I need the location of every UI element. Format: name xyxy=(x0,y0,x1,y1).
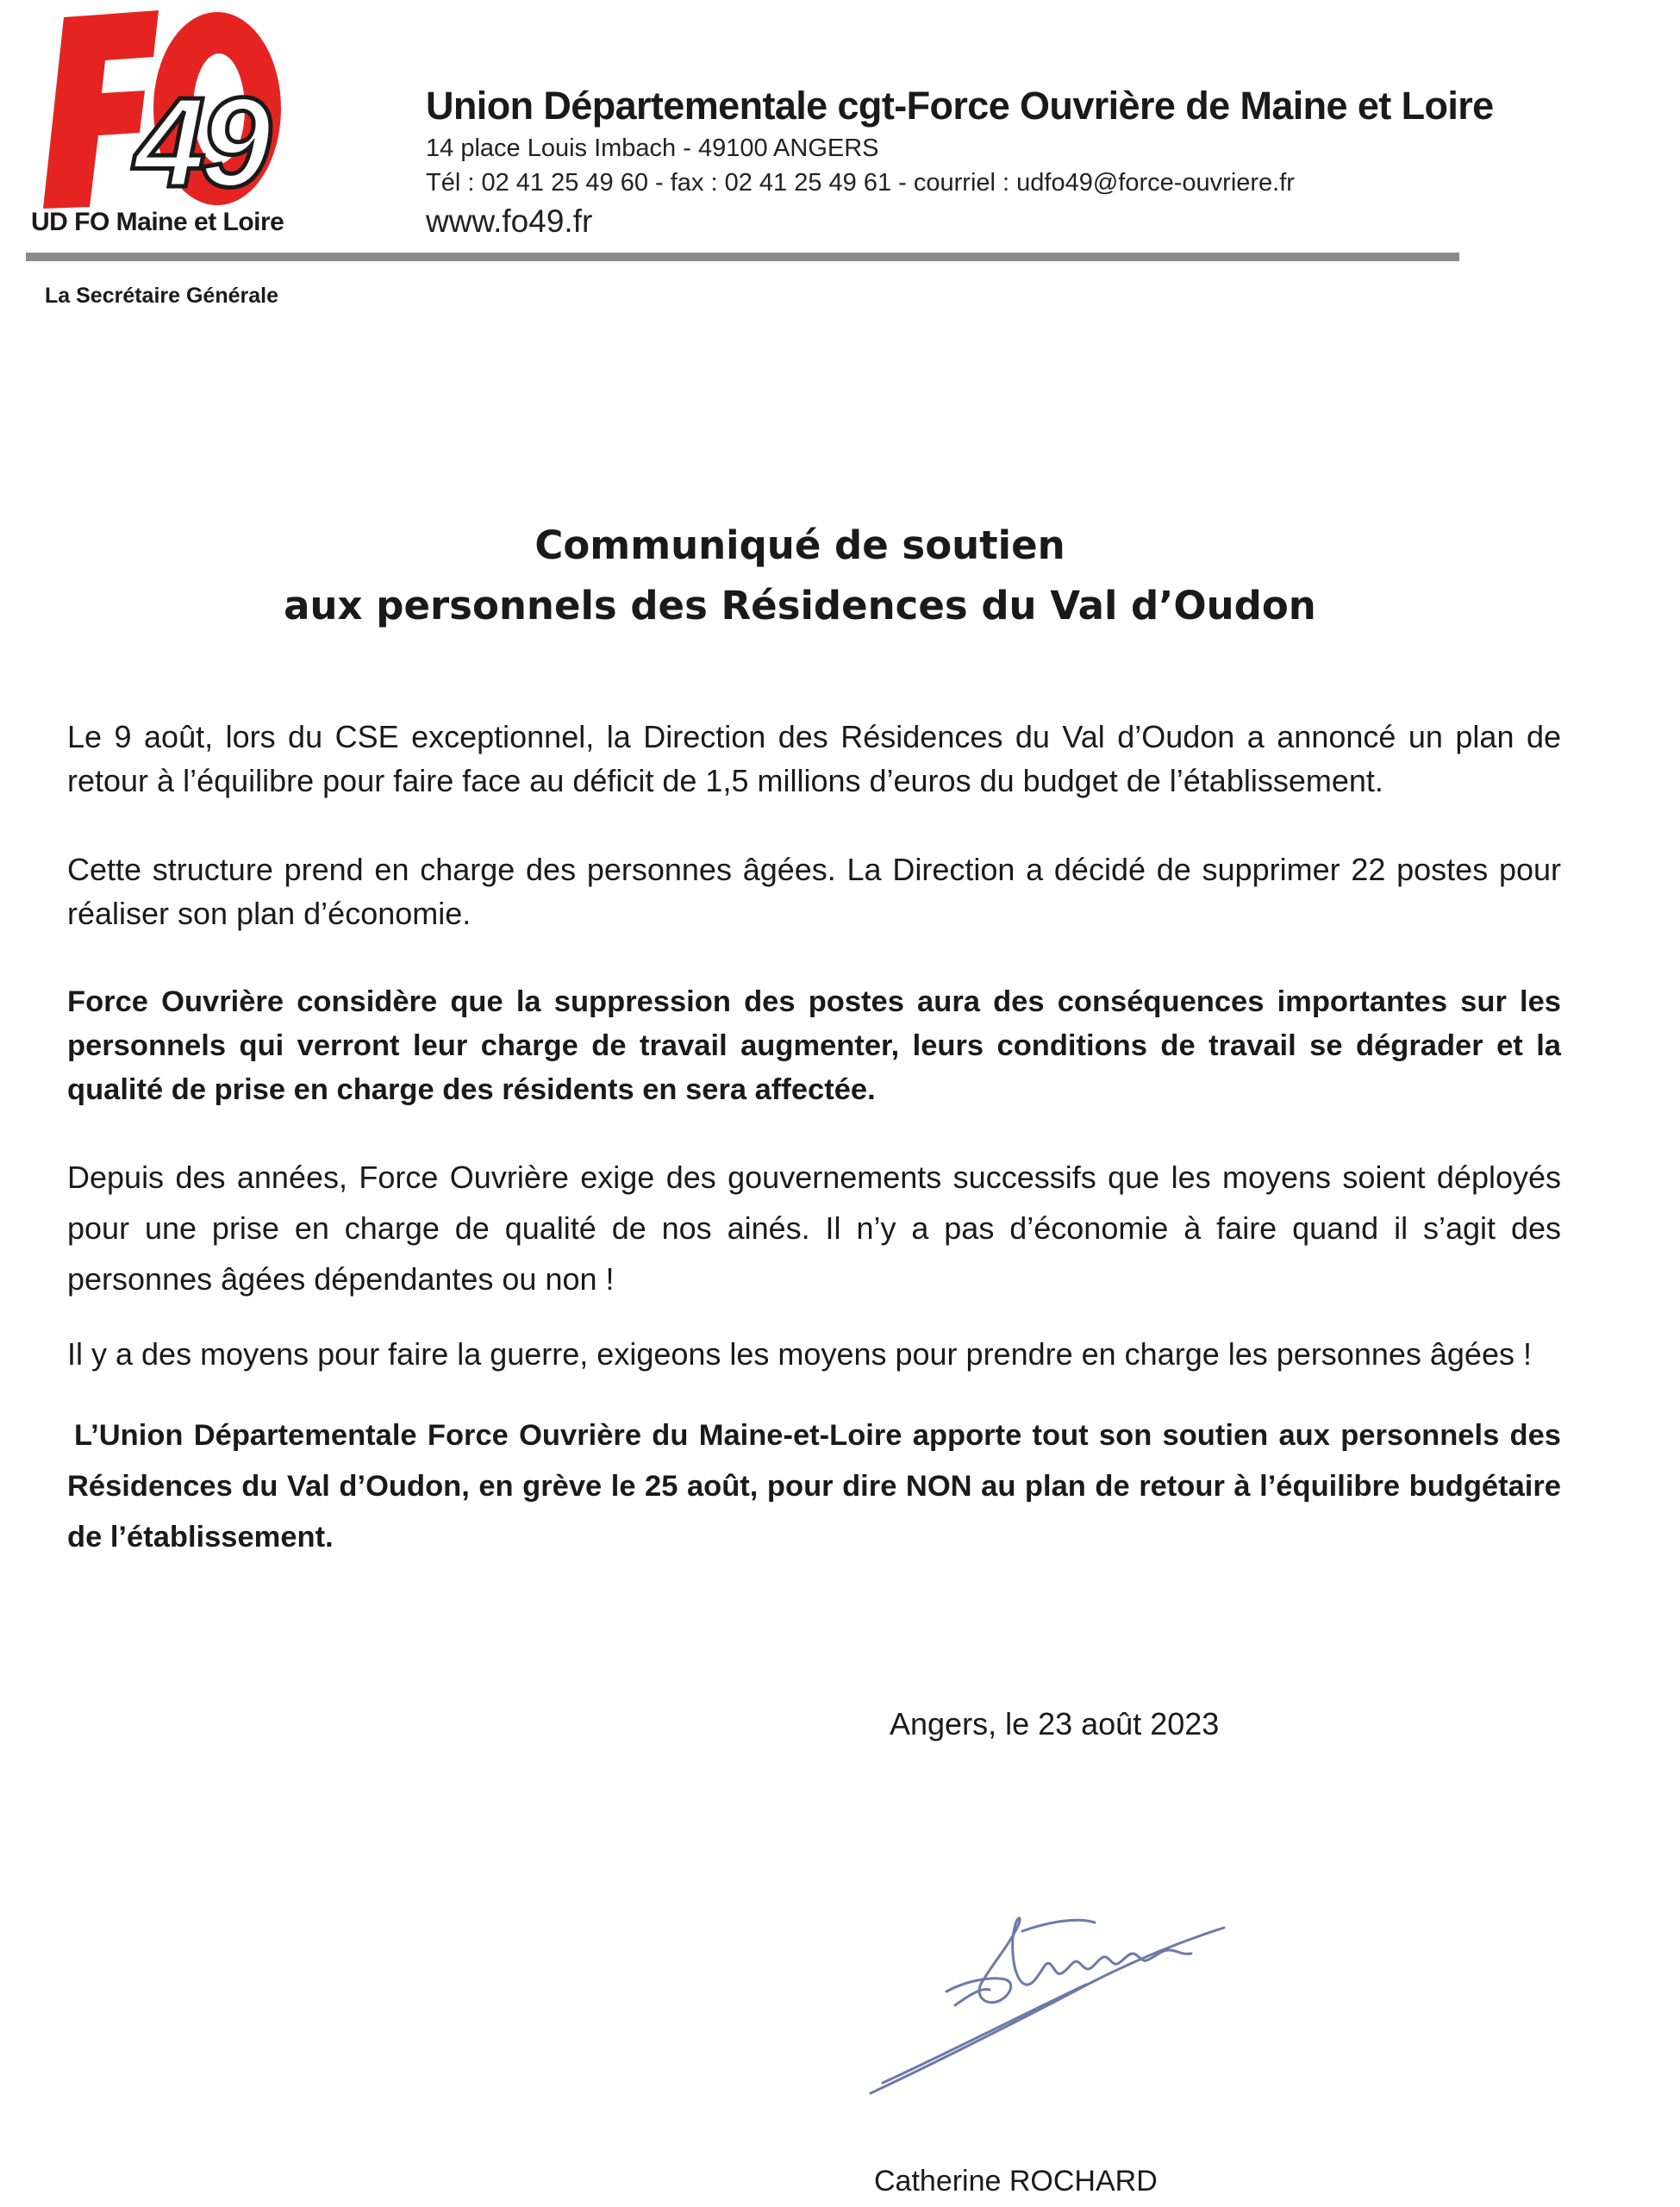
paragraph-6-bold: L’Union Départementale Force Ouvrière du Maine-et-Loire apporte tout son soutien aux personnels des Résidences du Val d’Oudon, en grève le 25 août, pour dire NON au plan de retour à l’équilibre budgétaire de l’établissement. xyxy=(67,1419,1561,1554)
logo-caption: UD FO Maine et Loire xyxy=(31,208,284,236)
paragraph-3-bold: Force Ouvrière considère que la suppression des postes aura des conséquences importantes sur les personnels qui verront leur charge de travail augmenter, leurs conditions de travail se dégrader et la qualité de prise en charge des résidents en sera affectée. xyxy=(67,985,1561,1106)
title-line-2: aux personnels des Résidences du Val d’Oudon xyxy=(284,583,1316,628)
header-divider xyxy=(26,253,1459,261)
signer-name: Catherine ROCHARD xyxy=(874,2165,1158,2198)
document-title xyxy=(0,516,1600,636)
paragraph-1: Le 9 août, lors du CSE exceptionnel, la Direction des Résidences du Val d’Oudon a annoncé un plan de retour à l’équilibre pour faire face au déficit de 1,5 millions d’euros du budget de l’établissement. xyxy=(67,719,1561,798)
title-line-1: Communiqué de soutien xyxy=(534,522,1065,568)
organization-website: www.fo49.fr xyxy=(426,203,593,239)
organization-name: Union Départementale cgt-Force Ouvrière de Maine et Loire xyxy=(426,84,1494,128)
handwritten-signature xyxy=(853,1879,1241,2112)
paragraph-2: Cette structure prend en charge des personnes âgées. La Direction a décidé de supprimer 22 postes pour réaliser son plan d’économie. xyxy=(67,852,1561,931)
svg-text:49: 49 xyxy=(134,72,266,214)
organization-address: 14 place Louis Imbach - 49100 ANGERS xyxy=(426,134,879,162)
organization-contact: Tél : 02 41 25 49 60 - fax : 02 41 25 49 61 - courriel : udfo49@force-ouvriere.fr xyxy=(426,169,1295,197)
paragraph-4: Depuis des années, Force Ouvrière exige des gouvernements successifs que les moyens soient déployés pour une prise en charge de qualité de nos ainés. Il n’y a pas d’économie à faire quand il s’agit des personnes âgées dépendantes ou non ! xyxy=(67,1160,1561,1297)
signatory-role: La Secrétaire Générale xyxy=(45,284,278,308)
date-line: Angers, le 23 août 2023 xyxy=(890,1706,1220,1741)
fo49-logo xyxy=(29,7,288,240)
paragraph-5: Il y a des moyens pour faire la guerre, exigeons les moyens pour prendre en charge les personnes âgées ! xyxy=(67,1336,1532,1372)
organization-block xyxy=(426,83,1494,241)
